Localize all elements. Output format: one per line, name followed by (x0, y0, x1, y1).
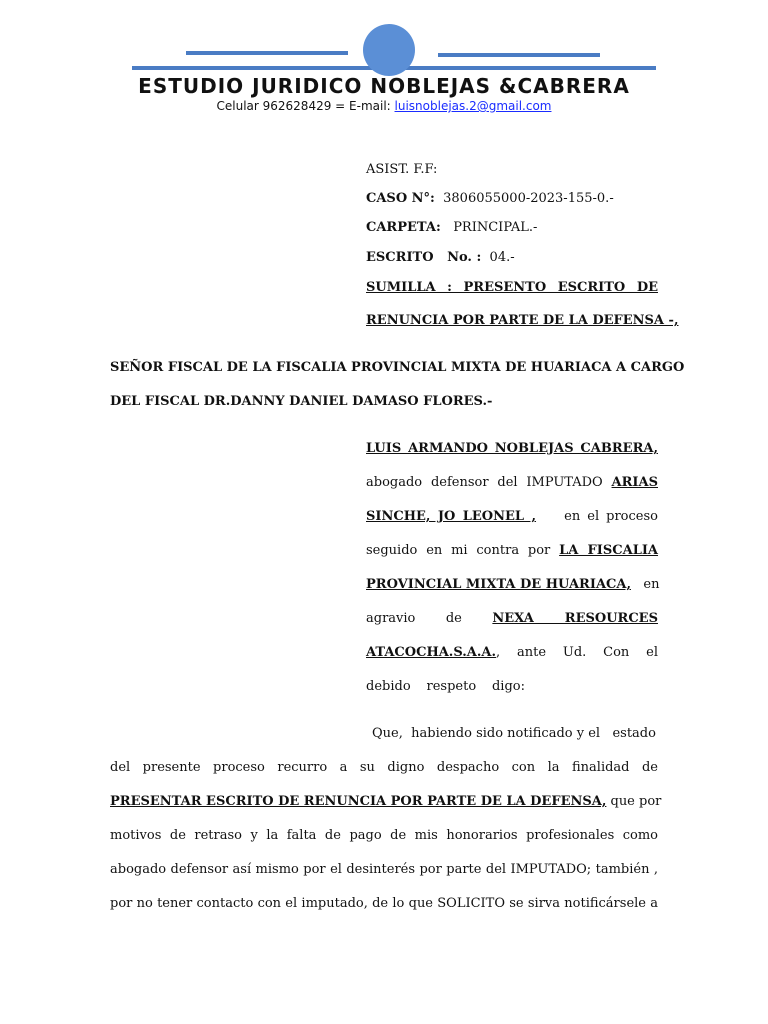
header-bar-right-top (438, 53, 600, 57)
fiscalia-name-part2: PROVINCIAL MIXTA DE HUARIACA, (366, 577, 631, 592)
header-bar-left-top (186, 51, 348, 55)
carpeta-label: CARPETA: (366, 220, 441, 235)
sumilla-line-2: RENUNCIA POR PARTE DE LA DEFENSA -, (366, 313, 679, 328)
imputado-name-part1: ARIAS (611, 475, 658, 490)
header-decoration (0, 0, 768, 80)
contact-prefix: Celular 962628429 = E-mail: (216, 99, 395, 113)
asist-line: ASIST. F.F: (366, 162, 438, 177)
renuncia-emphasis: PRESENTAR ESCRITO DE RENUNCIA POR PARTE DE LA DEFENSA, (110, 794, 607, 809)
addressee-line-2: DEL FISCAL DR.DANNY DANIEL DAMASO FLORES.- (110, 394, 493, 409)
carpeta-line (366, 220, 658, 235)
intro-text-3: en el proceso (564, 509, 658, 524)
contact-line (0, 99, 768, 113)
agraviado-name-part2: ATACOCHA.S.A.A. (366, 645, 497, 660)
intro-text-6: agravio de (366, 611, 493, 626)
body-text-3: que por (606, 794, 662, 809)
intro-text-2: abogado defensor del IMPUTADO (366, 475, 612, 490)
email-link[interactable]: luisnoblejas.2@gmail.com (394, 99, 552, 113)
body-line-1: Que, habiendo sido notificado y el estado (372, 726, 656, 741)
escrito-value: 04.- (489, 250, 515, 265)
body-line-5: abogado defensor así mismo por el desinterés por parte del IMPUTADO; también , (110, 862, 658, 877)
intro-line-4 (366, 542, 658, 559)
body-line-3 (110, 793, 662, 810)
body-line-4: motivos de retraso y la falta de pago de mis honorarios profesionales como (110, 828, 658, 843)
addressee-line-1: SEÑOR FISCAL DE LA FISCALIA PROVINCIAL MIXTA DE HUARIACA A CARGO (110, 360, 685, 375)
lawyer-name: LUIS ARMANDO NOBLEJAS CABRERA, (366, 441, 658, 456)
caso-line (366, 191, 658, 206)
body-line-2: del presente proceso recurro a su digno despacho con la finalidad de (110, 760, 658, 775)
intro-text-5: en (643, 577, 660, 592)
intro-line-6 (366, 610, 658, 627)
intro-text-4: seguido en mi contra por (366, 543, 560, 558)
agraviado-name-part1: NEXA RESOURCES (492, 611, 658, 626)
intro-text-7: , ante Ud. Con el (496, 645, 658, 660)
firm-name: ESTUDIO JURIDICO NOBLEJAS &CABRERA (138, 74, 630, 98)
intro-line-8: debido respeto digo: (366, 679, 525, 694)
header-circle-logo (363, 24, 415, 76)
intro-line-2 (366, 474, 658, 491)
carpeta-value: PRINCIPAL.- (453, 220, 538, 235)
intro-line-7 (366, 644, 658, 661)
intro-line-5 (366, 576, 658, 593)
caso-value: 3806055000-2023-155-0.- (443, 191, 614, 206)
body-line-6: por no tener contacto con el imputado, de lo que SOLICITO se sirva notificársele a (110, 896, 658, 911)
escrito-line (366, 250, 658, 265)
imputado-name-part2: SINCHE, JO LEONEL , (366, 509, 537, 524)
fiscalia-name-part1: LA FISCALIA (559, 543, 659, 558)
sumilla-line-1: SUMILLA : PRESENTO ESCRITO DE (366, 280, 658, 295)
caso-label: CASO N°: (366, 191, 435, 206)
escrito-label: ESCRITO No. : (366, 250, 482, 265)
intro-line-3 (366, 508, 658, 525)
